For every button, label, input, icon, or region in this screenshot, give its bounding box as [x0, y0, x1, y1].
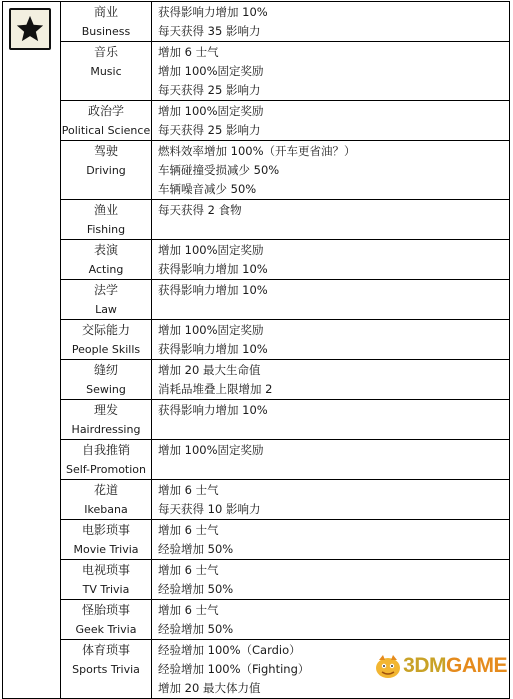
table-row — [3, 200, 510, 240]
skill-name-cell — [61, 200, 152, 240]
skill-name-cell — [61, 640, 152, 699]
skill-effects-cell — [152, 360, 510, 400]
skill-name-en: Movie Trivia — [73, 543, 139, 556]
skill-effects-cell — [152, 42, 510, 101]
skill-effect: 经验增加 50% — [158, 542, 234, 556]
icon-cell — [3, 2, 61, 699]
skill-name-en: Geek Trivia — [75, 623, 137, 636]
skill-effects-cell — [152, 600, 510, 640]
skill-name-en: Sports Trivia — [72, 663, 140, 676]
skill-effect: 每天获得 2 食物 — [158, 203, 242, 217]
skill-name-zh: 理发 — [93, 403, 118, 417]
skill-name-en: Law — [95, 303, 117, 316]
skill-effect: 经验增加 50% — [158, 582, 234, 596]
skill-effect: 消耗品堆叠上限增加 2 — [158, 382, 273, 396]
skill-effect: 增加 6 士气 — [158, 45, 219, 59]
skill-name-en: Fishing — [86, 223, 126, 236]
skill-effect: 增加 100%固定奖励 — [158, 443, 264, 457]
skill-effect: 每天获得 25 影响力 — [158, 123, 261, 137]
skill-effect: 增加 6 士气 — [158, 483, 219, 497]
skill-effect: 经验增加 100%（Fighting） — [158, 662, 310, 676]
skill-effect: 经验增加 100%（Cardio） — [158, 643, 301, 657]
table-row — [3, 280, 510, 320]
skill-effects-cell — [152, 200, 510, 240]
skill-effect: 增加 6 士气 — [158, 563, 219, 577]
skill-name-en: TV Trivia — [82, 583, 130, 596]
skill-name-zh: 商业 — [93, 5, 118, 19]
skill-effects-cell — [152, 560, 510, 600]
skill-effects-cell — [152, 141, 510, 200]
watermark-text: 3DMGAME — [403, 654, 507, 677]
table-row — [3, 600, 510, 640]
skill-effect: 增加 100%固定奖励 — [158, 64, 264, 78]
skill-name-zh: 花道 — [93, 483, 118, 497]
skill-name-cell — [61, 320, 152, 360]
star-icon — [15, 14, 45, 44]
skill-name-zh: 怪胎琐事 — [81, 603, 130, 617]
skill-name-en: Music — [90, 65, 122, 78]
skill-name-zh: 政治学 — [87, 104, 124, 118]
skill-name-cell — [61, 240, 152, 280]
skill-name-zh: 缝纫 — [93, 363, 118, 377]
skill-effect: 获得影响力增加 10% — [158, 283, 268, 297]
skill-effect: 获得影响力增加 10% — [158, 262, 268, 276]
skill-effects-cell — [152, 520, 510, 560]
watermark — [373, 653, 507, 679]
skill-name-en: Political Science — [61, 124, 151, 137]
skill-effects-cell — [152, 400, 510, 440]
skill-effect: 车辆碰撞受损减少 50% — [158, 163, 280, 177]
table-row — [3, 440, 510, 480]
skill-effect: 车辆噪音减少 50% — [158, 182, 257, 196]
skill-name-cell — [61, 2, 152, 42]
skill-name-en: Acting — [88, 263, 124, 276]
skill-effect: 增加 100%固定奖励 — [158, 323, 264, 337]
skill-effect: 增加 6 士气 — [158, 603, 219, 617]
skill-name-cell — [61, 520, 152, 560]
skill-name-en: Ikebana — [84, 503, 128, 516]
skill-effect: 增加 20 最大体力值 — [158, 681, 261, 695]
skill-name-cell — [61, 400, 152, 440]
table-row — [3, 360, 510, 400]
skill-effect: 增加 6 士气 — [158, 523, 219, 537]
skill-effect: 经验增加 50% — [158, 622, 234, 636]
table-row — [3, 42, 510, 101]
skills-table-body — [3, 2, 510, 699]
watermark-mascot-icon — [373, 653, 403, 679]
skill-name-cell — [61, 440, 152, 480]
skill-effect: 每天获得 25 影响力 — [158, 83, 261, 97]
skill-effect: 燃料效率增加 100%（开车更省油？） — [158, 144, 356, 158]
star-badge — [9, 8, 51, 50]
skill-name-zh: 交际能力 — [81, 323, 130, 337]
skill-effects-cell — [152, 440, 510, 480]
skill-name-cell — [61, 480, 152, 520]
skill-name-zh: 电视琐事 — [81, 563, 130, 577]
skill-name-zh: 自我推销 — [81, 443, 130, 457]
skill-name-en: Hairdressing — [71, 423, 141, 436]
skill-name-zh: 渔业 — [93, 203, 118, 217]
skill-name-zh: 电影琐事 — [81, 523, 130, 537]
skill-effect: 增加 20 最大生命值 — [158, 363, 261, 377]
skill-effect: 每天获得 35 影响力 — [158, 24, 261, 38]
skill-name-cell — [61, 360, 152, 400]
skill-effect: 增加 100%固定奖励 — [158, 104, 264, 118]
skill-name-zh: 驾驶 — [93, 144, 118, 158]
skill-name-en: Sewing — [86, 383, 126, 396]
skill-effect: 获得影响力增加 10% — [158, 5, 268, 19]
skill-name-cell — [61, 141, 152, 200]
skill-name-zh: 法学 — [93, 283, 118, 297]
skill-name-cell — [61, 101, 152, 141]
table-row — [3, 520, 510, 560]
skill-effects-cell — [152, 320, 510, 360]
skill-effect: 获得影响力增加 10% — [158, 403, 268, 417]
table-row — [3, 240, 510, 280]
skill-effects-cell — [152, 240, 510, 280]
skill-name-en: People Skills — [71, 343, 141, 356]
table-row — [3, 101, 510, 141]
skill-effect: 增加 100%固定奖励 — [158, 243, 264, 257]
skill-name-zh: 音乐 — [93, 45, 118, 59]
skill-name-cell — [61, 42, 152, 101]
skill-effects-cell — [152, 2, 510, 42]
table-row — [3, 400, 510, 440]
skill-effects-cell — [152, 480, 510, 520]
skill-effects-cell — [152, 101, 510, 141]
table-row — [3, 141, 510, 200]
skill-name-en: Driving — [86, 164, 126, 177]
skill-name-zh: 表演 — [93, 243, 118, 257]
table-row — [3, 320, 510, 360]
skills-table — [2, 1, 510, 699]
skill-name-en: Business — [81, 25, 131, 38]
table-row — [3, 480, 510, 520]
skill-name-cell — [61, 280, 152, 320]
skill-effects-cell — [152, 280, 510, 320]
skill-effect: 获得影响力增加 10% — [158, 342, 268, 356]
skill-name-cell — [61, 600, 152, 640]
table-row — [3, 2, 510, 42]
table-row — [3, 560, 510, 600]
skill-name-en: Self-Promotion — [65, 463, 146, 476]
skill-effect: 每天获得 10 影响力 — [158, 502, 261, 516]
skill-name-cell — [61, 560, 152, 600]
skill-name-zh: 体育琐事 — [81, 643, 130, 657]
